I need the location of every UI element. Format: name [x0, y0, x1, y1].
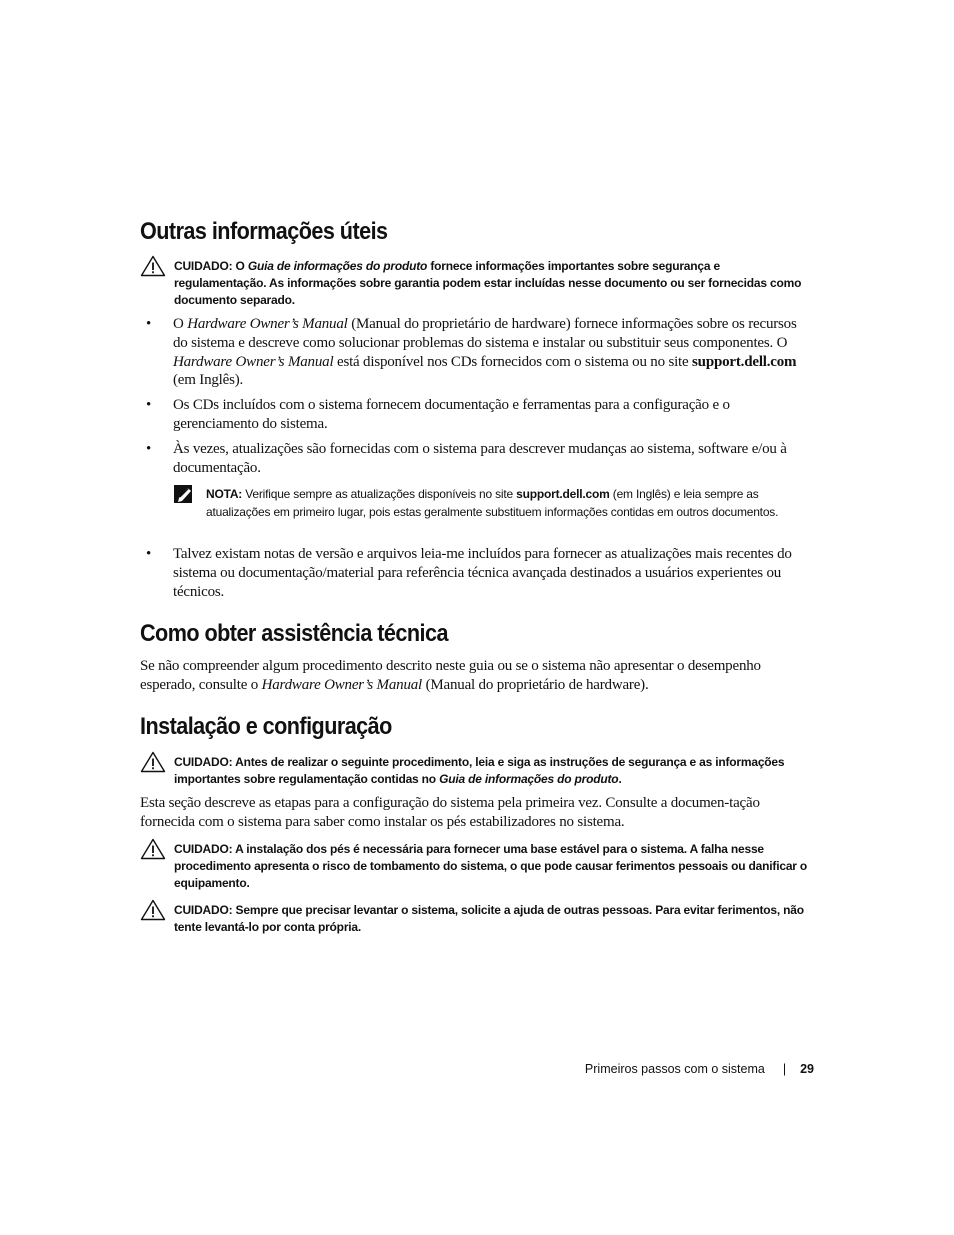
caution-label: CUIDADO:: [174, 903, 233, 917]
caution-text-post: .: [618, 772, 622, 786]
paragraph-configuracao: Esta seção descreve as etapas para a configuração do sistema pela primeira vez. Consulte a documen-tação fornecida com o sistema para saber como instalar os pés estabilizadores no sistema.: [140, 795, 760, 830]
caution-italic-title: Guia de informações do produto: [439, 772, 619, 786]
page-footer: [585, 1062, 814, 1076]
bullet-dot: •: [146, 397, 152, 413]
paragraph-text: Se não compreender algum procedimento descrito neste guia ou se o sistema não apresentar o desempenho esperado, consulte o: [140, 658, 761, 693]
bullet-text: (em Inglês).: [173, 372, 244, 389]
bullet-text: Talvez existam notas de versão e arquivos leia-me incluídos para fornecer as atualizações mais recentes do sistema ou documentação/material para referência técnica avançada destinados a usuários experientes ou técnicos.: [173, 546, 792, 600]
note-text: (em Inglês) e leia sempre as atualizações em primeiro lugar, pois estas geralmente substituem informações contidas em outros documentos.: [206, 487, 779, 519]
page-number: 29: [800, 1062, 814, 1076]
paragraph-italic: Hardware Owner’s Manual: [261, 676, 423, 693]
footer-separator: |: [782, 1062, 787, 1076]
caution-product-guide: [140, 258, 812, 309]
bullet-dot: •: [146, 546, 152, 562]
footer-chapter-title: Primeiros passos com o sistema: [584, 1062, 765, 1076]
bullet-text: está disponível nos CDs fornecidos com o sistema ou no site: [336, 353, 689, 370]
caution-label: CUIDADO:: [174, 755, 233, 769]
caution-text: Antes de realizar o seguinte procedimento, leia e siga as instruções de segurança e as informações importantes sobre regulamentação contidas no: [174, 755, 785, 786]
caution-italic-title: Guia de informações do produto: [247, 259, 428, 273]
caution-label: CUIDADO:: [174, 259, 233, 273]
caution-safety-instructions: [140, 754, 812, 788]
note-text: Verifique sempre as atualizações disponíveis no site: [245, 487, 514, 501]
list-item: [146, 545, 814, 601]
bullet-italic: Hardware Owner’s Manual: [187, 316, 348, 332]
warning-triangle-icon: [140, 255, 166, 277]
caution-text: Sempre que precisar levantar o sistema, solicite a ajuda de outras pessoas. Para evitar ferimentos, não tente levantá-lo por conta própria.: [174, 903, 804, 934]
paragraph-assistencia: [140, 657, 812, 695]
caution-lifting-system: [140, 902, 812, 936]
list-item: [146, 440, 814, 478]
caution-text: A instalação dos pés é necessária para fornecer uma base estável para o sistema. A falha nesse procedimento apresenta o risco de tombamento do sistema, o que pode causar ferimentos pessoais ou danificar o equipamento.: [174, 842, 808, 890]
caution-stabilizer-feet: [140, 841, 812, 892]
list-item: [146, 315, 814, 390]
heading-outras-informacoes: Outras informações úteis: [140, 218, 388, 245]
note-label: NOTA:: [206, 487, 243, 501]
paragraph-text: (Manual do proprietário de hardware).: [425, 676, 649, 693]
warning-triangle-icon: [140, 899, 166, 921]
caution-text-pre: O: [235, 259, 245, 273]
bullet-dot: •: [146, 441, 152, 457]
note-pencil-icon: [173, 484, 195, 504]
bullet-italic: Hardware Owner’s Manual: [173, 353, 334, 370]
bullet-dot: •: [146, 316, 152, 332]
heading-instalacao-configuracao: Instalação e configuração: [140, 713, 392, 740]
list-item: [146, 396, 776, 434]
note-updates: [173, 486, 813, 521]
caution-text: fornece informações importantes sobre segurança e regulamentação. As informações sobre garantia podem estar incluídas nesse documento ou ser fornecidas como documento separado.: [174, 259, 802, 307]
bullet-text: O: [173, 316, 184, 332]
warning-triangle-icon: [140, 838, 166, 860]
bullet-text: Às vezes, atualizações são fornecidas com o sistema para descrever mudanças ao sistema, software e/ou à documentação.: [173, 441, 787, 476]
caution-label: CUIDADO:: [174, 842, 233, 856]
bullet-text: (Manual do proprietário de hardware) fornece informações sobre os recursos do sistema e descreve como solucionar problemas do sistema e instalar ou substituir seus componentes. O: [173, 316, 797, 351]
bullet-link-text: support.dell.com: [692, 353, 797, 370]
heading-assistencia-tecnica: Como obter assistência técnica: [140, 620, 448, 647]
note-link-text: support.dell.com: [516, 487, 610, 501]
warning-triangle-icon: [140, 751, 166, 773]
bullet-text: Os CDs incluídos com o sistema fornecem documentação e ferramentas para a configuração e o gerenciamento do sistema.: [173, 397, 730, 432]
